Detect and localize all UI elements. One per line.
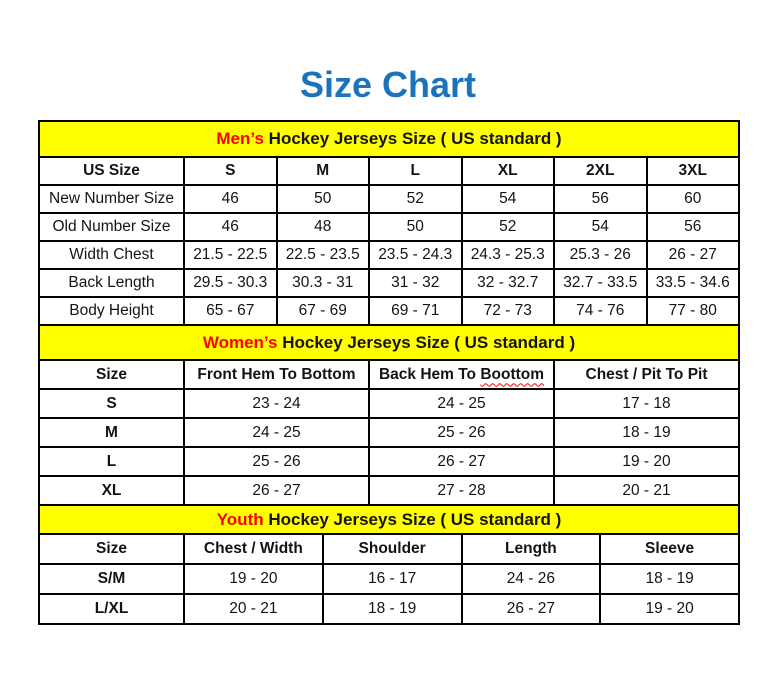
- data-cell: 21.5 - 22.5: [184, 241, 277, 269]
- womens-section-title-text: Hockey Jerseys Size ( US standard ): [282, 332, 576, 352]
- column-header: Front Hem To Bottom: [184, 360, 369, 389]
- mens-size-table: [38, 120, 740, 326]
- womens-size-table: [38, 324, 740, 506]
- table-row: [39, 476, 739, 505]
- column-header: Sleeve: [600, 534, 739, 564]
- data-cell: 50: [369, 213, 462, 241]
- data-cell: 52: [369, 185, 462, 213]
- column-header: Chest / Pit To Pit: [554, 360, 739, 389]
- data-cell: 19 - 20: [600, 594, 739, 624]
- column-header: S: [184, 157, 277, 185]
- data-cell: 69 - 71: [369, 297, 462, 325]
- data-cell: 24 - 25: [369, 389, 554, 418]
- row-label: Width Chest: [39, 241, 184, 269]
- data-cell: 24.3 - 25.3: [462, 241, 555, 269]
- data-cell: 56: [554, 185, 647, 213]
- column-header: 2XL: [554, 157, 647, 185]
- row-label: Body Height: [39, 297, 184, 325]
- data-cell: 60: [647, 185, 740, 213]
- womens-section-highlight: Women’s: [202, 332, 278, 352]
- data-cell: 26 - 27: [369, 447, 554, 476]
- data-cell: 23.5 - 24.3: [369, 241, 462, 269]
- column-header: US Size: [39, 157, 184, 185]
- row-label: L/XL: [39, 594, 184, 624]
- data-cell: 72 - 73: [462, 297, 555, 325]
- column-header: Size: [39, 360, 184, 389]
- data-cell: 27 - 28: [369, 476, 554, 505]
- data-cell: 65 - 67: [184, 297, 277, 325]
- data-cell: 54: [462, 185, 555, 213]
- table-row: [39, 297, 739, 325]
- page-title: Size Chart: [299, 64, 477, 105]
- row-label: S/M: [39, 564, 184, 594]
- table-row: [39, 594, 739, 624]
- mens-section-header: [39, 121, 739, 157]
- youth-header-row: [39, 534, 739, 564]
- data-cell: 19 - 20: [184, 564, 323, 594]
- data-cell: 46: [184, 185, 277, 213]
- youth-section-header: [39, 505, 739, 534]
- data-cell: 26 - 27: [647, 241, 740, 269]
- data-cell: 16 - 17: [323, 564, 462, 594]
- data-cell: 30.3 - 31: [277, 269, 370, 297]
- data-cell: 18 - 19: [600, 564, 739, 594]
- data-cell: 56: [647, 213, 740, 241]
- data-cell: 25.3 - 26: [554, 241, 647, 269]
- data-cell: 22.5 - 23.5: [277, 241, 370, 269]
- mens-section-highlight: Men’s: [216, 129, 264, 148]
- data-cell: 52: [462, 213, 555, 241]
- data-cell: 77 - 80: [647, 297, 740, 325]
- column-header: Size: [39, 534, 184, 564]
- row-label: L: [39, 447, 184, 476]
- table-row: [39, 241, 739, 269]
- row-label: XL: [39, 476, 184, 505]
- data-cell: 18 - 19: [554, 418, 739, 447]
- data-cell: 48: [277, 213, 370, 241]
- data-cell: 20 - 21: [184, 594, 323, 624]
- column-header: Shoulder: [323, 534, 462, 564]
- data-cell: 24 - 25: [184, 418, 369, 447]
- table-row: [39, 389, 739, 418]
- data-cell: 26 - 27: [184, 476, 369, 505]
- data-cell: 67 - 69: [277, 297, 370, 325]
- data-cell: 50: [277, 185, 370, 213]
- table-row: [39, 447, 739, 476]
- womens-header-row: [39, 360, 739, 389]
- table-row: [39, 564, 739, 594]
- data-cell: 18 - 19: [323, 594, 462, 624]
- youth-section-title-text: Hockey Jerseys Size ( US standard ): [268, 509, 562, 529]
- youth-section-highlight: Youth: [216, 509, 264, 529]
- data-cell: 29.5 - 30.3: [184, 269, 277, 297]
- data-cell: 74 - 76: [554, 297, 647, 325]
- mens-section-title-text: Hockey Jerseys Size ( US standard ): [268, 129, 562, 148]
- data-cell: 26 - 27: [462, 594, 601, 624]
- row-label: Old Number Size: [39, 213, 184, 241]
- data-cell: 24 - 26: [462, 564, 601, 594]
- table-row: [39, 185, 739, 213]
- row-label: New Number Size: [39, 185, 184, 213]
- table-row: [39, 418, 739, 447]
- data-cell: 31 - 32: [369, 269, 462, 297]
- row-label: S: [39, 389, 184, 418]
- table-row: [39, 213, 739, 241]
- youth-size-table: [38, 504, 740, 625]
- size-tables-container: [38, 120, 740, 625]
- data-cell: 17 - 18: [554, 389, 739, 418]
- data-cell: 32 - 32.7: [462, 269, 555, 297]
- row-label: M: [39, 418, 184, 447]
- column-header: Chest / Width: [184, 534, 323, 564]
- column-header: 3XL: [647, 157, 740, 185]
- womens-section-header: [39, 325, 739, 360]
- data-cell: 25 - 26: [184, 447, 369, 476]
- data-cell: 32.7 - 33.5: [554, 269, 647, 297]
- data-cell: 25 - 26: [369, 418, 554, 447]
- column-header: [369, 360, 554, 389]
- data-cell: 20 - 21: [554, 476, 739, 505]
- column-header-text: Back Hem To: [378, 365, 477, 383]
- row-label: Back Length: [39, 269, 184, 297]
- column-header: L: [369, 157, 462, 185]
- table-row: [39, 269, 739, 297]
- data-cell: 23 - 24: [184, 389, 369, 418]
- misspelled-word: Boottom: [480, 365, 545, 383]
- mens-header-row: [39, 157, 739, 185]
- column-header: XL: [462, 157, 555, 185]
- column-header: M: [277, 157, 370, 185]
- data-cell: 46: [184, 213, 277, 241]
- column-header: Length: [462, 534, 601, 564]
- data-cell: 54: [554, 213, 647, 241]
- data-cell: 33.5 - 34.6: [647, 269, 740, 297]
- data-cell: 19 - 20: [554, 447, 739, 476]
